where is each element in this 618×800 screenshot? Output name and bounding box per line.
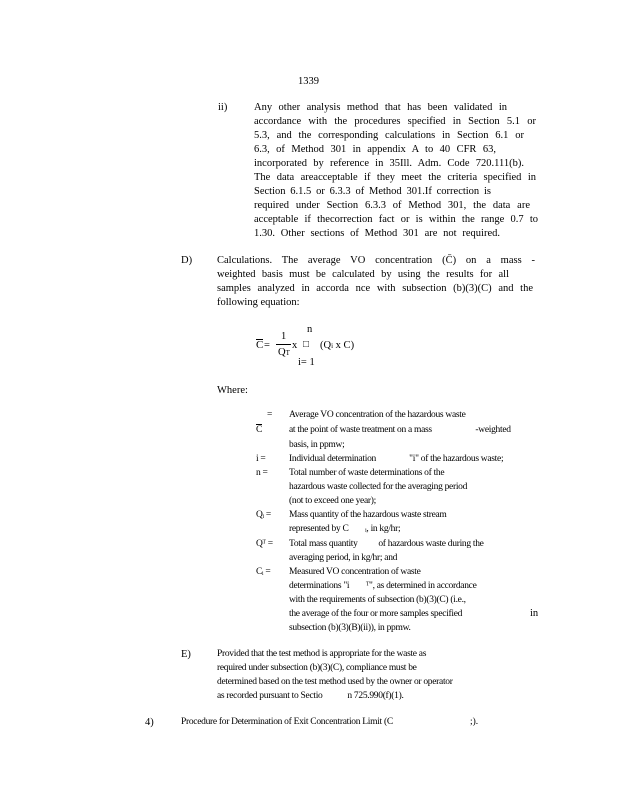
definition-line: Individual determination "i" of the hazardous waste;	[289, 454, 504, 464]
definition-equals: =	[267, 410, 273, 420]
item-ii-line: The data areacceptable if they meet the criteria specified in	[254, 172, 536, 183]
fraction-denominator: QT	[278, 347, 290, 358]
definition-line: (not to exceed one year);	[289, 496, 376, 506]
definition-symbol: n =	[256, 468, 268, 478]
item-e-line: Provided that the test method is appropriate for the waste as	[217, 649, 427, 659]
definition-symbol: Cᵢ =	[256, 567, 271, 577]
item-d-line: following equation:	[217, 297, 300, 308]
item-ii-line: incorporated by reference in 35Ill. Adm. Code 720.111(b).	[254, 158, 524, 169]
definition-line: subsection (b)(3)(B)(ii)), in ppmw.	[289, 623, 411, 633]
equation-equals: =	[264, 340, 270, 351]
definition-line: Mass quantity of the hazardous waste stream	[289, 510, 447, 520]
definition-line: Measured VO concentration of waste	[289, 567, 421, 577]
item-ii-label: ii)	[218, 102, 228, 113]
definition-line: Total mass quantity of hazardous waste during the	[289, 539, 484, 549]
definition-line: Total number of waste determinations of the	[289, 468, 445, 478]
item-e-label: E)	[181, 649, 191, 660]
definition-line: averaging period, in kg/hr; and	[289, 553, 398, 563]
definition-line: hazardous waste collected for the averaging period	[289, 482, 468, 492]
item-d-label: D)	[181, 255, 193, 266]
item-ii-line: Section 6.1.5 or 6.3.3 of Method 301.If correction is	[254, 186, 491, 197]
fraction-numerator: 1	[281, 331, 287, 342]
item-ii-line: required under Section 6.3.3 of Method 301, the data are	[254, 200, 530, 211]
item-ii-line: 5.3, and the corresponding calculations in Section 6.1 or	[254, 130, 524, 141]
definition-line: the average of the four or more samples specified	[289, 609, 463, 619]
summation-symbol: □	[303, 339, 310, 350]
definition-line: basis, in ppmw;	[289, 440, 345, 450]
equation-lhs: C	[256, 339, 264, 351]
item-ii-line: 1.30. Other sections of Method 301 are not required.	[254, 228, 500, 239]
item-e-line: required under subsection (b)(3)(C), compliance must be	[217, 663, 417, 673]
times-sign: x	[292, 340, 298, 351]
item-ii-line: acceptable if thecorrection fact or is within the range 0.7 to	[254, 214, 538, 225]
item-d-line: weighted basis must be calculated by using the results for all	[217, 269, 509, 280]
item-4-label: 4)	[145, 717, 154, 728]
item-ii-line: Any other analysis method that has been validated in	[254, 102, 507, 113]
page-number: 1339	[298, 76, 319, 87]
definition-line: determinations "i ᵀ", as determined in accordance	[289, 581, 477, 591]
item-d-line: samples analyzed in accorda nce with subsection (b)(3)(C) and the	[217, 283, 533, 294]
item-ii-line: 6.3, of Method 301 in appendix A to 40 CFR 63,	[254, 144, 496, 155]
item-e-line: as recorded pursuant to Sectio n 725.990(f)(1).	[217, 691, 404, 701]
sum-lower-limit: i= 1	[298, 357, 315, 368]
sum-term: (Qi x C)	[320, 340, 355, 351]
definition-line: with the requirements of subsection (b)(3)(C) (i.e.,	[289, 595, 466, 605]
item-4-tail: ;).	[470, 717, 479, 727]
where-label: Where:	[217, 385, 248, 396]
definition-symbol: C	[256, 423, 262, 438]
definition-line: Average VO concentration of the hazardous waste	[289, 410, 466, 420]
definition-line: at the point of waste treatment on a mass -weighted	[289, 425, 511, 435]
item-e-line: determined based on the test method used by the owner or operator	[217, 677, 453, 687]
definition-trailing-word: in	[530, 608, 539, 619]
definition-symbol: Qᵀ =	[256, 539, 273, 549]
definition-line: represented by C ᵢ, in kg/hr;	[289, 524, 401, 534]
item-d-line: Calculations. The average VO concentration (C̄) on a mass -	[217, 255, 535, 266]
sum-upper-limit: n	[307, 324, 313, 335]
item-4-text: Procedure for Determination of Exit Concentration Limit (C	[181, 717, 393, 727]
definition-symbol: i =	[256, 454, 266, 464]
definition-symbol: Qᵢ =	[256, 510, 271, 520]
item-ii-line: accordance with the procedures specified in Section 5.1 or	[254, 116, 536, 127]
